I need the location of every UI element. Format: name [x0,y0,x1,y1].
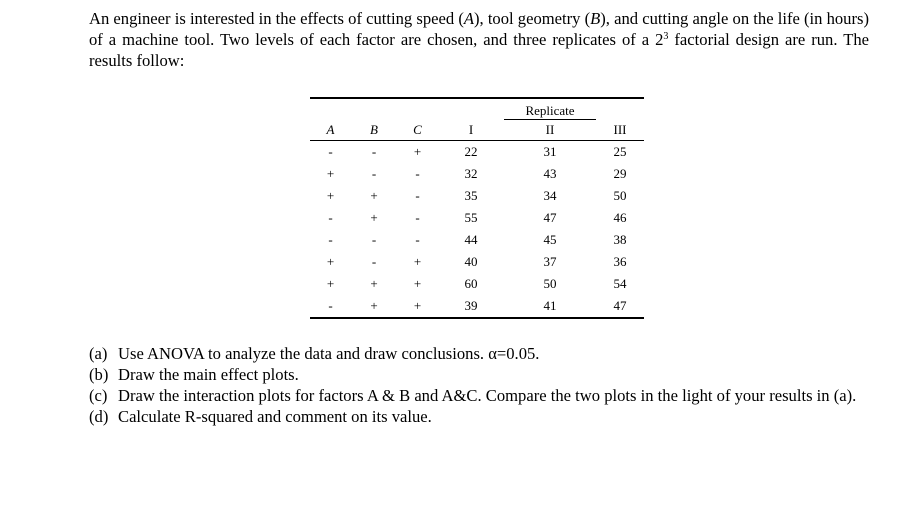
table-row [310,207,644,229]
table-cell: + [397,295,438,318]
factor-b-symbol: B [590,9,601,28]
question-label: (a) [89,344,108,363]
table-cell: 46 [613,210,627,225]
intro-text-3: ), and cutting angle on the life (in hours) of a machine tool. Two levels of each factor are chosen, and three replicates of a 2 [89,9,869,49]
table-cell: 31 [543,144,557,159]
question-list [89,343,869,427]
table-cell: 43 [543,166,557,181]
table-cell: 39 [438,295,504,318]
table-cell: 37 [543,254,557,269]
table-cell: - [415,188,420,203]
table-cell: 60 [464,276,478,291]
question-item [89,406,869,427]
table-cell: 50 [543,276,557,291]
table-cell: 55 [464,210,478,225]
table-cell: - [415,210,420,225]
table-cell: 45 [543,232,557,247]
question-label: (b) [89,365,109,384]
table-cell: 22 [464,144,478,159]
table-row [310,295,644,318]
table-cell: + [370,210,378,225]
table-cell: 36 [613,254,627,269]
table-cell: 38 [613,232,627,247]
question-item [89,364,869,385]
table-cell: - [310,295,351,318]
table-cell: + [413,144,422,159]
question-label: (d) [89,407,109,426]
table-cell: - [371,232,377,247]
replicate-header: Replicate [504,98,596,120]
table-cell: - [415,166,420,181]
table-cell: + [326,188,335,203]
table-cell: - [415,232,420,247]
blank-header [438,98,504,120]
table-cell: + [326,254,335,269]
column-header-a: A [310,120,351,141]
intro-text-1: An engineer is interested in the effects of cutting speed ( [89,9,464,28]
table-cell: + [326,166,335,181]
table-cell: - [328,144,333,159]
table-cell: 44 [464,232,478,247]
table-cell: 35 [464,188,478,203]
question-label: (c) [89,386,108,405]
table-cell: - [371,166,377,181]
table-row [310,163,644,185]
table-cell: + [413,254,422,269]
table-cell: 34 [543,188,557,203]
table-cell: 25 [613,144,627,159]
blank-header [310,98,438,120]
question-text: Draw the interaction plots for factors A & B and A&C. Compare the two plots in the light of your results in (a). [118,386,857,405]
problem-statement [89,8,869,71]
table-row [310,229,644,251]
table-cell: - [371,254,377,269]
question-text: Use ANOVA to analyze the data and draw conclusions. α=0.05. [118,344,540,363]
table-cell: 54 [613,276,627,291]
table-cell: 47 [543,210,557,225]
column-header-b: B [351,120,397,141]
table-cell: + [370,276,378,291]
blank-header [596,98,644,120]
question-item [89,385,869,406]
question-item [89,343,869,364]
table-cell: 40 [464,254,478,269]
table-row [310,251,644,273]
intro-text-2: ), tool geometry ( [473,9,591,28]
factor-a-symbol: A [463,9,474,28]
results-table [310,97,644,319]
table-cell: + [370,188,378,203]
table-cell: + [351,295,397,318]
column-header-i: I [438,120,504,141]
design-exponent: 3 [663,31,669,42]
table-cell: 41 [504,295,596,318]
table-row [310,273,644,295]
table-cell: 50 [613,188,627,203]
table-cell: - [328,210,333,225]
table-cell: - [328,232,333,247]
column-header-c: C [397,120,438,141]
table-cell: + [413,276,422,291]
table-row [310,141,644,164]
question-text: Calculate R-squared and comment on its value. [118,407,432,426]
table-cell: + [326,276,335,291]
intro-text-4: factorial design are run. The results follow: [89,30,869,70]
table-row [310,185,644,207]
table-cell: - [371,144,377,159]
table-cell: 29 [613,166,627,181]
question-text: Draw the main effect plots. [118,365,299,384]
table-cell: 32 [464,166,478,181]
column-header-iii: III [596,120,644,141]
column-header-ii: II [504,120,596,141]
table-cell: 47 [596,295,644,318]
